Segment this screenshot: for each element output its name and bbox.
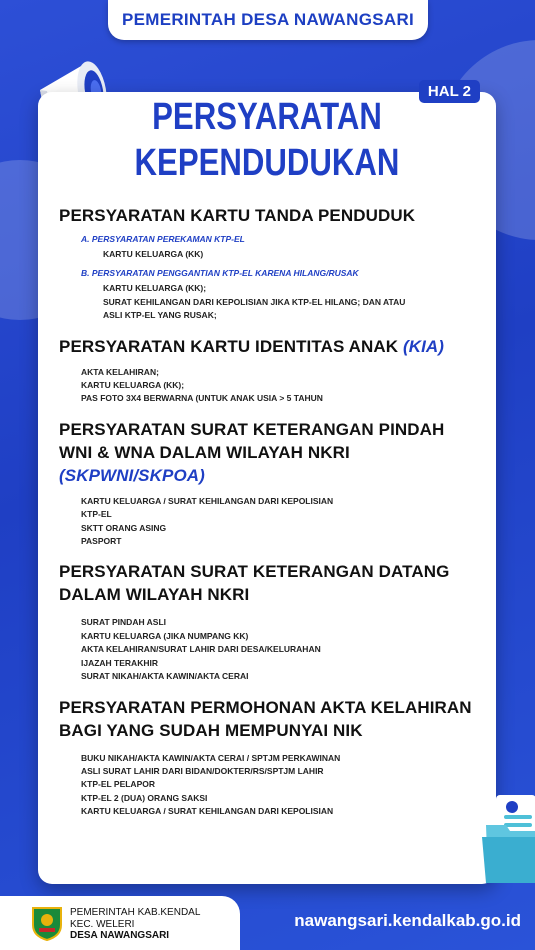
list-item: PAS FOTO 3X4 BERWARNA (UNTUK ANAK USIA > 5 TAHUN — [81, 393, 323, 404]
list-item: AKTA KELAHIRAN; — [81, 366, 159, 377]
page-badge: HAL 2 — [419, 80, 480, 103]
section-heading-kia-text: PERSYARATAN KARTU IDENTITAS ANAK — [59, 336, 399, 356]
header-banner-text: PEMERINTAH DESA NAWANGSARI — [121, 10, 415, 29]
header-banner — [108, 0, 428, 40]
section-heading-kia-em: (KIA) — [402, 336, 445, 356]
list-item: AKTA KELAHIRAN/SURAT LAHIR DARI DESA/KELURAHAN — [81, 644, 321, 655]
list-item: ASLI SURAT LAHIR DARI BIDAN/DOKTER/RS/SPTJM LAHIR — [81, 765, 324, 776]
list-item: KARTU KELUARGA (KK); — [103, 283, 207, 294]
list-item: BUKU NIKAH/AKTA KAWIN/AKTA CERAI / SPTJM PERKAWINAN — [81, 752, 341, 763]
subheading-ktp-a: A. PERSYARATAN PEREKAMAN KTP-EL — [81, 234, 245, 244]
page-title-line2: KEPENDUDUKAN — [134, 142, 400, 184]
list-item: KARTU KELUARGA (KK); — [81, 380, 185, 391]
section-heading-skpwni-text: PERSYARATAN SURAT KETERANGAN PINDAH WNI & WNA DALAM WILAYAH NKRI — [59, 419, 445, 462]
section-heading-kia — [59, 335, 482, 358]
folder-icon — [478, 785, 535, 885]
list-kia — [81, 366, 482, 406]
footer-line2: KEC. WELERI — [70, 918, 135, 930]
requirements-list — [59, 204, 482, 819]
list-item: KTP-EL 2 (DUA) ORANG SAKSI — [81, 792, 208, 803]
list-item: KARTU KELUARGA (JIKA NUMPANG KK) — [81, 630, 249, 641]
subheading-ktp-b: B. PERSYARATAN PENGGANTIAN KTP-EL KARENA HILANG/RUSAK — [81, 268, 359, 279]
section-heading-akta: PERSYARATAN PERMOHONAN AKTA KELAHIRAN BAGI YANG SUDAH MEMPUNYAI NIK — [59, 697, 472, 740]
list-item: KARTU KELUARGA (KK) — [103, 249, 204, 259]
section-heading-skpwni-em: (SKPWNI/SKPOA) — [59, 465, 205, 485]
page-title-line1: PERSYARATAN — [152, 96, 382, 138]
section-heading-skpwni — [59, 418, 482, 487]
list-item: IJAZAH TERAKHIR — [81, 657, 158, 668]
list-item: SURAT PINDAH ASLI — [81, 617, 166, 628]
content-card — [38, 83, 496, 884]
footer-website[interactable]: nawangsari.kendalkab.go.id — [294, 911, 521, 930]
list-akta — [81, 752, 482, 819]
kendal-logo — [30, 905, 64, 941]
footer-line3: DESA NAWANGSARI — [70, 930, 170, 941]
list-item: SKTT ORANG ASING — [81, 522, 167, 533]
footer-identity — [0, 896, 240, 950]
list-skpwni — [81, 495, 482, 549]
footer-line1: PEMERINTAH KAB.KENDAL — [70, 907, 201, 918]
list-item: KARTU KELUARGA / SURAT KEHILANGAN DARI KEPOLISIAN — [81, 495, 334, 506]
section-heading-ktp: PERSYARATAN KARTU TANDA PENDUDUK — [59, 206, 416, 225]
list-ktp-a — [103, 248, 482, 261]
footer — [0, 896, 535, 950]
list-item: KTP-EL — [81, 509, 112, 520]
page-title — [79, 94, 455, 186]
list-datang — [81, 616, 482, 683]
list-item: SURAT NIKAH/AKTA KAWIN/AKTA CERAI — [81, 671, 249, 682]
footer-text — [70, 907, 200, 942]
list-item: KTP-EL PELAPOR — [81, 779, 155, 790]
section-heading-datang: PERSYARATAN SURAT KETERANGAN DATANG DALAM WILAYAH NKRI — [59, 562, 450, 605]
list-item: SURAT KEHILANGAN DARI KEPOLISIAN JIKA KTP-EL HILANG; DAN ATAU — [103, 296, 406, 307]
list-item: KARTU KELUARGA / SURAT KEHILANGAN DARI KEPOLISIAN — [81, 806, 334, 817]
list-ktp-b — [103, 282, 482, 322]
list-item: ASLI KTP-EL YANG RUSAK; — [103, 310, 217, 321]
list-item: PASPORT — [81, 536, 122, 547]
